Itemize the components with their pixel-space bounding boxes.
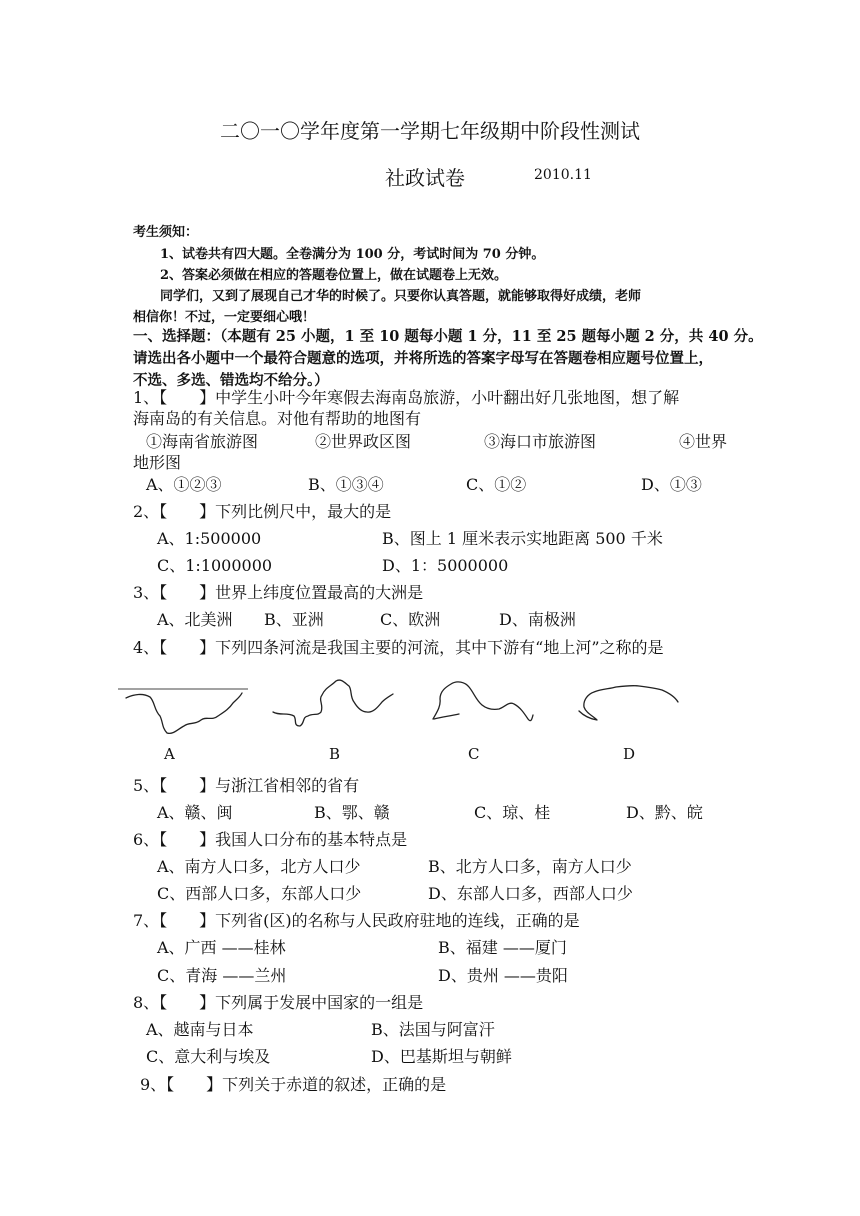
q8-stem: 8、【 】下列属于发展中国家的一组是	[133, 993, 424, 1012]
q1-item: ②世界政区图	[315, 432, 412, 451]
q6-stem: 6、【 】我国人口分布的基本特点是	[133, 830, 408, 849]
q3-option-a: A、北美洲	[157, 610, 233, 629]
q7-option-a: A、广西 ——桂林	[157, 938, 286, 957]
q7-option-d: D、贵州 ——贵阳	[438, 966, 568, 985]
q5-option-b: B、鄂、赣	[314, 803, 390, 822]
river-c-branch-icon	[434, 714, 459, 719]
notice-line-3a: 同学们，又到了展现自己才华的时候了。只要你认真答题，就能够取得好成绩，老师	[160, 289, 642, 304]
q7-stem: 7、【 】下列省(区)的名称与人民政府驻地的连线，正确的是	[133, 911, 580, 930]
q6-option-c: C、西部人口多，东部人口少	[157, 884, 362, 903]
exam-title: 二〇一〇学年度第一学期七年级期中阶段性测试	[220, 119, 640, 143]
q5-stem: 5、【 】与浙江省相邻的省有	[133, 776, 360, 795]
river-label-c: C	[468, 745, 480, 763]
q1-option-c: C、①②	[466, 475, 527, 494]
section-heading-line-3: 不选、多选、错选均不给分。）	[133, 372, 329, 389]
q3-option-c: C、欧洲	[380, 610, 441, 629]
q8-option-d: D、巴基斯坦与朝鲜	[371, 1047, 512, 1066]
q1-option-d: D、①③	[641, 475, 702, 494]
q8-option-b: B、法国与阿富汗	[371, 1020, 495, 1039]
exam-date: 2010.11	[534, 167, 592, 183]
notice-line-2: 2、答案必须做在相应的答题卷位置上，做在试题卷上无效。	[160, 268, 508, 283]
river-label-a: A	[164, 745, 175, 763]
q6-option-d: D、东部人口多，西部人口少	[428, 884, 633, 903]
q1-item-continuation: 地形图	[133, 453, 182, 472]
section-heading-line-2: 请选出各小题中一个最符合题意的选项，并将所选的答案字母写在答题卷相应题号位置上，	[133, 350, 713, 367]
q1-item: ④世界	[679, 432, 728, 451]
notice-line-1: 1、试卷共有四大题。全卷满分为 100 分，考试时间为 70 分钟。	[160, 247, 545, 262]
river-label-d: D	[623, 745, 636, 763]
q1-item: ①海南省旅游图	[146, 432, 259, 451]
q2-option-a: A、1:500000	[157, 529, 262, 548]
q9-stem: 9、【 】下列关于赤道的叙述，正确的是	[140, 1075, 447, 1094]
q2-option-c: C、1:1000000	[157, 556, 273, 575]
q8-option-a: A、越南与日本	[146, 1020, 254, 1039]
q1-stem-1: 1、【 】中学生小叶今年寒假去海南岛旅游，小叶翻出好几张地图，想了解	[133, 388, 680, 407]
section-heading-line-1: 一、选择题：（本题有 25 小题，1 至 10 题每小题 1 分，11 至 25 题每小题 2 分，共 40 分。	[133, 328, 763, 345]
q6-option-a: A、南方人口多，北方人口少	[157, 857, 361, 876]
river-c-icon	[433, 682, 533, 721]
q7-option-b: B、福建 ——厦门	[438, 938, 567, 957]
q1-option-a: A、①②③	[146, 475, 222, 494]
river-b-icon	[273, 680, 393, 726]
q2-stem: 2、【 】下列比例尺中，最大的是	[133, 502, 392, 521]
q4-stem: 4、【 】下列四条河流是我国主要的河流，其中下游有“地上河”之称的是	[133, 638, 664, 657]
river-label-b: B	[329, 745, 341, 763]
q2-option-d: D、1：5000000	[382, 556, 509, 575]
river-d-icon	[579, 686, 678, 720]
q1-stem-2: 海南岛的有关信息。对他有帮助的地图有	[133, 409, 422, 428]
q6-option-b: B、北方人口多，南方人口少	[428, 857, 632, 876]
notice-line-3b: 相信你！不过，一定要细心哦！	[133, 310, 316, 325]
q3-option-b: B、亚洲	[264, 610, 324, 629]
q3-stem: 3、【 】世界上纬度位置最高的大洲是	[133, 583, 424, 602]
q3-option-d: D、南极洲	[499, 610, 576, 629]
q5-option-a: A、赣、闽	[157, 803, 233, 822]
notice-heading: 考生须知：	[133, 225, 199, 240]
q7-option-c: C、青海 ——兰州	[157, 966, 287, 985]
q5-option-d: D、黔、皖	[626, 803, 703, 822]
river-a-icon	[126, 693, 242, 733]
q2-option-b: B、图上 1 厘米表示实地距离 500 千米	[382, 529, 663, 548]
exam-subtitle: 社政试卷	[385, 166, 465, 190]
q1-option-b: B、①③④	[308, 475, 384, 494]
q1-item: ③海口市旅游图	[484, 432, 597, 451]
q5-option-c: C、琼、桂	[474, 803, 551, 822]
q8-option-c: C、意大利与埃及	[146, 1047, 271, 1066]
